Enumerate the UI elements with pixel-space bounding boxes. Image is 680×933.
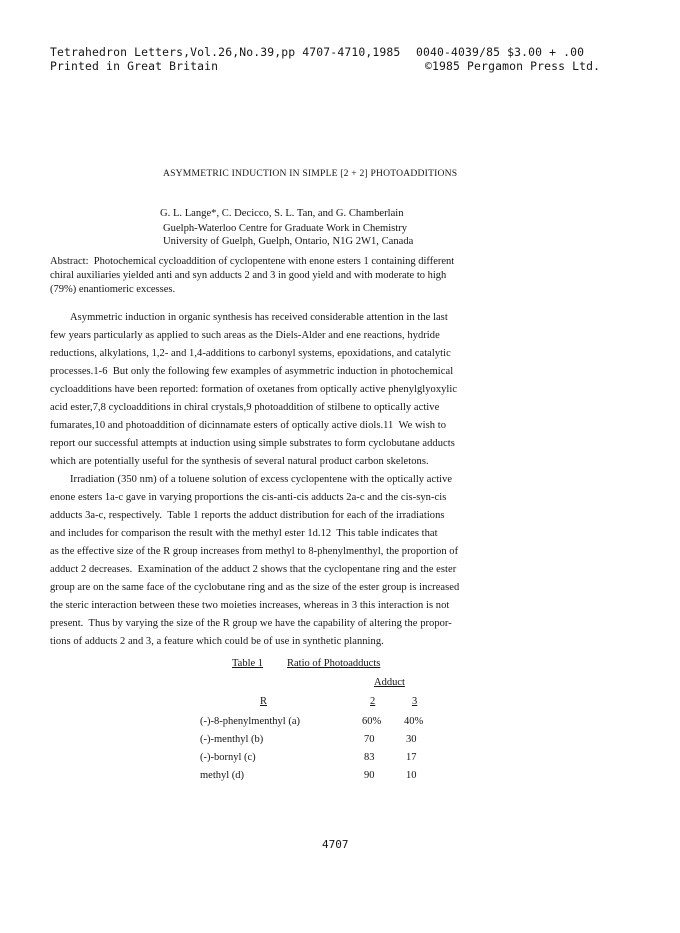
- issn-price: 0040-4039/85 $3.00 + .00: [416, 45, 585, 59]
- table-caption-label: Table 1: [232, 658, 264, 669]
- abstract-line: Abstract: Photochemical cycloaddition of cyclopentene with enone esters 1 containing different: [50, 256, 455, 267]
- body-line: group are on the same face of the cyclobutane ring and as the size of the ester group is increased: [50, 582, 460, 593]
- body-line: reductions, alkylations, 1,2- and 1,4-additions to carbonyl systems, epoxidations, and catalytic: [50, 348, 451, 359]
- body-line: present. Thus by varying the size of the R group we have the capability of altering the propor-: [50, 618, 452, 629]
- table-col-2: 2: [370, 696, 376, 707]
- body-line: fumarates,10 and photoaddition of dicinnamate esters of optically active diols.11 We wish to: [50, 420, 446, 431]
- table-cell-3: 30: [406, 734, 417, 745]
- print-location: Printed in Great Britain: [50, 59, 219, 73]
- table-cell-r: methyl (d): [200, 770, 245, 781]
- table-group-header: Adduct: [374, 677, 405, 688]
- body-line: enone esters 1a-c gave in varying proportions the cis-anti-cis adducts 2a-c and the cis-syn-cis: [50, 492, 447, 503]
- body-line: adduct 2 decreases. Examination of the adduct 2 shows that the cyclopentane ring and the ester: [50, 564, 457, 575]
- paper-title: ASYMMETRIC INDUCTION IN SIMPLE [2 + 2] PHOTOADDITIONS: [163, 168, 458, 179]
- table-cell-r: (-)-8-phenylmenthyl (a): [200, 716, 301, 727]
- body-line: processes.1-6 But only the following few examples of asymmetric induction in photochemical: [50, 366, 454, 377]
- body-line: report our successful attempts at induction using simple substrates to form cyclobutane adducts: [50, 438, 455, 449]
- table-cell-r: (-)-menthyl (b): [200, 734, 264, 745]
- body-line: few years particularly as applied to such areas as the Diels-Alder and ene reactions, hydride: [50, 330, 440, 341]
- body-line: adducts 3a-c, respectively. Table 1 reports the adduct distribution for each of the irradiations: [50, 510, 445, 521]
- table-caption-title: Ratio of Photoadducts: [287, 658, 381, 669]
- table-col-r: R: [260, 696, 268, 707]
- page-number: 4707: [322, 838, 349, 851]
- abstract-line: chiral auxiliaries yielded anti and syn adducts 2 and 3 in good yield and with moderate to high: [50, 270, 447, 281]
- body-line: as the effective size of the R group increases from methyl to 8-phenylmenthyl, the proportion of: [50, 546, 459, 557]
- copyright: ©1985 Pergamon Press Ltd.: [425, 59, 601, 73]
- table-cell-3: 17: [406, 752, 417, 763]
- authors: G. L. Lange*, C. Decicco, S. L. Tan, and G. Chamberlain: [160, 208, 404, 219]
- journal-citation: Tetrahedron Letters,Vol.26,No.39,pp 4707-4710,1985: [50, 45, 401, 59]
- abstract-line: (79%) enantiomeric excesses.: [50, 284, 176, 295]
- body-line: and includes for comparison the result with the methyl ester 1d.12 This table indicates that: [50, 528, 438, 539]
- body-line: tions of adducts 2 and 3, a feature which could be of use in synthetic planning.: [50, 636, 384, 647]
- body-line: the steric interaction between these two moieties increases, whereas in 3 this interaction is not: [50, 600, 450, 611]
- table-col-3: 3: [412, 696, 418, 707]
- affiliation-line: University of Guelph, Guelph, Ontario, N1G 2W1, Canada: [163, 236, 414, 247]
- table-cell-2: 83: [364, 752, 375, 763]
- body-line: cycloadditions have been reported: formation of oxetanes from optically active phenylglyoxylic: [50, 384, 458, 395]
- table-cell-2: 60%: [362, 716, 382, 727]
- table-cell-2: 90: [364, 770, 375, 781]
- body-line: Irradiation (350 nm) of a toluene solution of excess cyclopentene with the optically active: [70, 474, 453, 485]
- body-line: which are potentially useful for the synthesis of several natural product carbon skeletons.: [50, 456, 429, 467]
- body-line: acid ester,7,8 cycloadditions in chiral crystals,9 photoaddition of stilbene to optically active: [50, 402, 440, 413]
- affiliation-line: Guelph-Waterloo Centre for Graduate Work in Chemistry: [163, 223, 408, 234]
- table-cell-3: 10: [406, 770, 417, 781]
- body-line: Asymmetric induction in organic synthesis has received considerable attention in the last: [70, 312, 448, 323]
- table-cell-r: (-)-bornyl (c): [200, 752, 256, 763]
- table-cell-3: 40%: [404, 716, 424, 727]
- table-cell-2: 70: [364, 734, 375, 745]
